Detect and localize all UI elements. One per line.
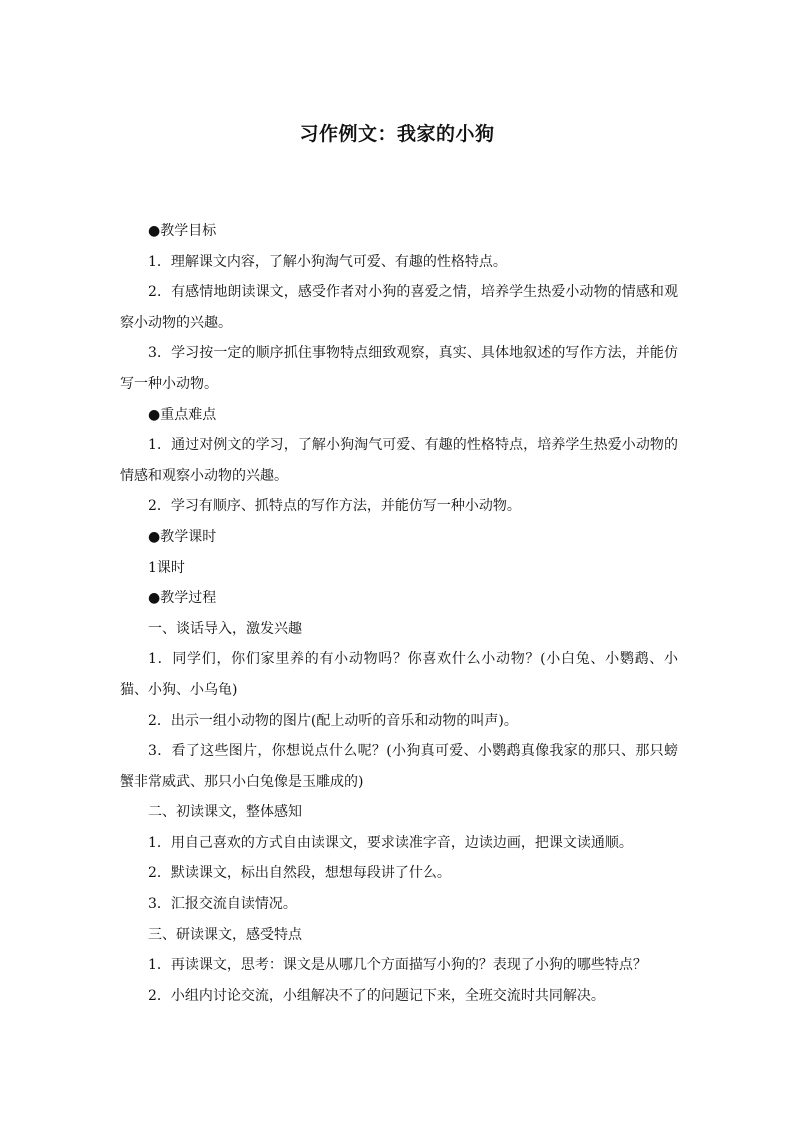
difficulty-item-2: 2．学习有顺序、抓特点的写作方法，并能仿写一种小动物。	[148, 498, 521, 515]
process-1-item-3: 3．看了这些图片，你想说点什么呢？(小狗真可爱、小鹦鹉真像我家的那只、那只螃蟹非常威武、那只小白兔像是玉雕成的)	[120, 743, 678, 790]
heading-class-hours: ●教学课时	[148, 528, 217, 545]
section-heading-3: 三、研读课文，感受特点	[148, 926, 302, 943]
heading-teaching-process: ●教学过程	[148, 590, 217, 607]
goal-item-3: 3．学习按一定的顺序抓住事物特点细致观察，真实、具体地叙述的写作方法，并能仿写一种小动物。	[120, 345, 678, 392]
process-2-item-1: 1．用自己喜欢的方式自由读课文，要求读准字音，边读边画，把课文读通顺。	[148, 834, 633, 851]
document-body	[120, 216, 678, 1011]
process-3-item-2: 2．小组内讨论交流，小组解决不了的问题记下来，全班交流时共同解决。	[148, 987, 605, 1004]
heading-key-difficulties: ●重点难点	[148, 406, 217, 423]
process-1-item-1: 1．同学们，你们家里养的有小动物吗？你喜欢什么小动物？(小白兔、小鹦鹉、小猫、小狗、小乌龟)	[120, 651, 678, 698]
process-1-item-2: 2．出示一组小动物的图片(配上动听的音乐和动物的叫声)。	[148, 712, 518, 729]
goal-item-2: 2．有感情地朗读课文，感受作者对小狗的喜爱之情，培养学生热爱小动物的情感和观察小动物的兴趣。	[120, 284, 678, 331]
process-2-item-2: 2．默读课文，标出自然段，想想每段讲了什么。	[148, 865, 451, 882]
process-2-item-3: 3．汇报交流自读情况。	[148, 896, 297, 913]
difficulty-item-1: 1．通过对例文的学习，了解小狗淘气可爱、有趣的性格特点，培养学生热爱小动物的情感和观察小动物的兴趣。	[120, 437, 678, 484]
process-3-item-1: 1．再读课文，思考：课文是从哪几个方面描写小狗的？表现了小狗的哪些特点？	[148, 957, 647, 974]
document-title: 习作例文：我家的小狗	[299, 123, 495, 145]
goal-item-1: 1．理解课文内容，了解小狗淘气可爱、有趣的性格特点。	[148, 253, 507, 270]
heading-teaching-goals: ●教学目标	[148, 223, 217, 239]
class-hours-value: 1课时	[148, 559, 185, 576]
section-heading-1: 一、谈话导入，激发兴趣	[148, 620, 302, 637]
section-heading-2: 二、初读课文，整体感知	[148, 804, 302, 821]
